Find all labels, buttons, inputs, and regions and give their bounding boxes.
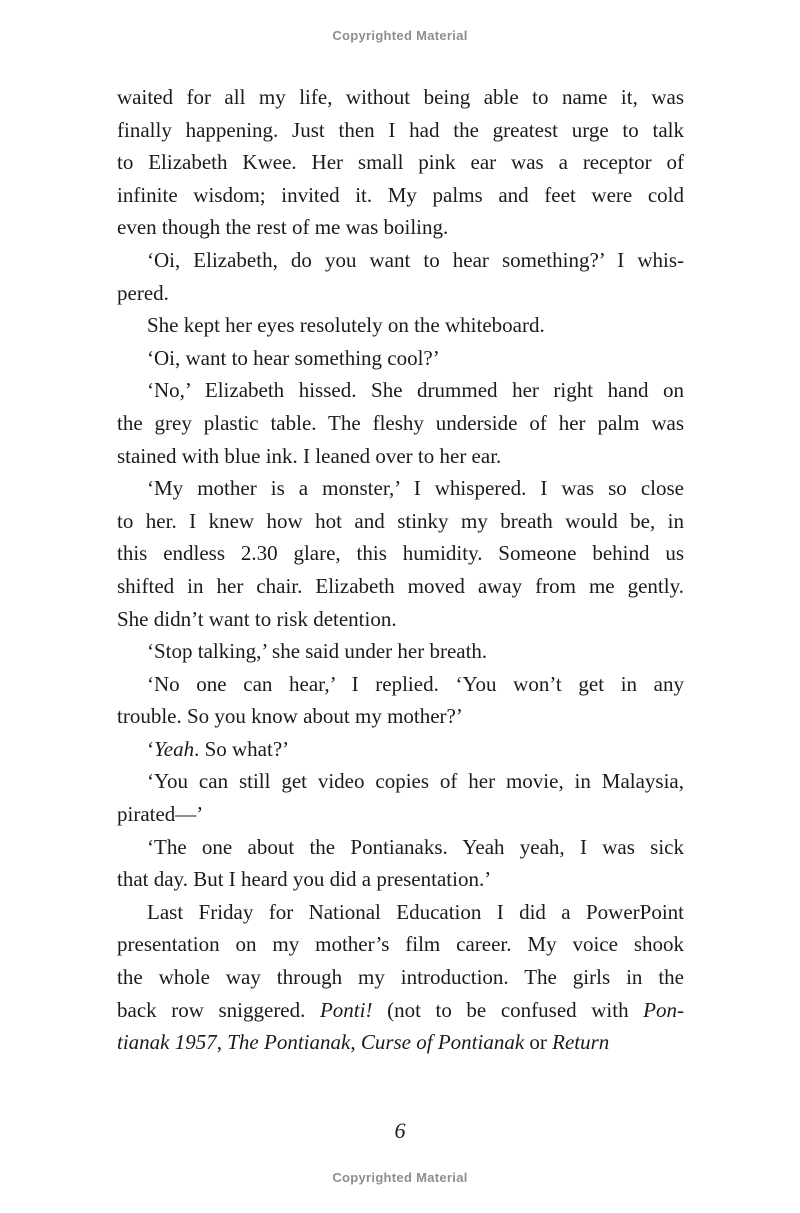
text-line <box>117 440 684 473</box>
text-line <box>117 668 684 701</box>
text-line <box>117 179 684 212</box>
italic-run: Curse of Pontianak <box>360 1030 525 1055</box>
text-run: ‘Oi, Elizabeth, do you want to hear something?’ I whis- <box>147 247 684 272</box>
text-run: pirated—’ <box>117 802 204 827</box>
text-line <box>117 505 684 538</box>
text-run: She didn’t want to risk detention. <box>117 606 397 631</box>
text-line <box>117 342 684 375</box>
text-run: , <box>350 1030 361 1055</box>
text-run: ‘My mother is a monster,’ I whispered. I was so close <box>147 476 684 501</box>
paragraph <box>117 635 684 668</box>
paragraph <box>117 244 684 309</box>
italic-run: The Pontianak <box>227 1030 351 1055</box>
text-run: ‘The one about the Pontianaks. Yeah yeah, I was sick <box>147 834 684 859</box>
text-run: the grey plastic table. The fleshy underside of her palm was <box>117 410 684 435</box>
italic-run: Return <box>552 1030 610 1055</box>
text-line <box>117 831 684 864</box>
text-run: ‘No one can hear,’ I replied. ‘You won’t get in any <box>147 671 684 696</box>
text-run: Last Friday for National Education I did a PowerPoint <box>147 899 684 924</box>
text-line <box>117 146 684 179</box>
paragraph <box>117 831 684 896</box>
italic-run: Pon- <box>643 997 684 1022</box>
text-run: stained with blue ink. I leaned over to her ear. <box>117 443 502 468</box>
text-run: ‘No,’ Elizabeth hissed. She drummed her right hand on <box>147 378 684 403</box>
text-line <box>117 81 684 114</box>
text-run: this endless 2.30 glare, this humidity. Someone behind us <box>117 541 684 566</box>
text-run: . So what?’ <box>194 736 290 761</box>
text-line <box>117 407 684 440</box>
paragraph <box>117 896 684 1059</box>
text-run: pered. <box>117 280 169 305</box>
text-line <box>117 537 684 570</box>
text-line <box>117 994 684 1027</box>
text-line <box>117 114 684 147</box>
text-line <box>117 374 684 407</box>
text-line <box>117 635 684 668</box>
paragraph <box>117 342 684 375</box>
text-line <box>117 211 684 244</box>
text-line <box>117 798 684 831</box>
paragraph <box>117 374 684 472</box>
page-number: 6 <box>394 1118 406 1143</box>
text-run: infinite wisdom; invited it. My palms and feet were cold <box>117 182 684 207</box>
footer-copyright-notice: Copyrighted Material <box>332 1170 468 1185</box>
text-run: , <box>216 1030 228 1055</box>
text-run: ‘Oi, want to hear something cool?’ <box>147 345 440 370</box>
text-run: even though the rest of me was boiling. <box>117 215 449 240</box>
text-run: or <box>524 1030 553 1055</box>
text-run: ‘Stop talking,’ she said under her breath. <box>147 639 488 664</box>
text-run: She kept her eyes resolutely on the whiteboard. <box>147 313 545 338</box>
text-run: shifted in her chair. Elizabeth moved away from me gently. <box>117 573 684 598</box>
italic-run: Ponti! <box>319 997 373 1022</box>
text-line <box>117 309 684 342</box>
text-line <box>117 1026 684 1059</box>
text-line <box>117 765 684 798</box>
paragraph <box>117 81 684 244</box>
italic-run: Yeah <box>154 736 195 761</box>
text-run: the whole way through my introduction. The girls in the <box>117 965 684 990</box>
text-run: presentation on my mother’s film career. My voice shook <box>117 932 684 957</box>
italic-run: tianak 1957 <box>117 1030 217 1055</box>
paragraph <box>117 668 684 733</box>
text-line <box>117 961 684 994</box>
paragraph <box>117 765 684 830</box>
text-line <box>117 928 684 961</box>
text-run: waited for all my life, without being able to name it, was <box>117 85 684 109</box>
text-run: ‘ <box>147 736 154 761</box>
text-run: ‘You can still get video copies of her movie, in Malaysia, <box>147 769 684 794</box>
header-copyright-notice: Copyrighted Material <box>332 28 468 43</box>
paragraph <box>117 733 684 766</box>
text-run: to her. I knew how hot and stinky my breath would be, in <box>117 508 684 533</box>
text-run: (not to be confused with <box>372 997 644 1022</box>
text-line <box>117 244 684 277</box>
text-line <box>117 733 684 766</box>
text-run: back row sniggered. <box>117 997 320 1022</box>
text-line <box>117 277 684 310</box>
page-text <box>117 81 684 1059</box>
text-line <box>117 570 684 603</box>
paragraph <box>117 472 684 635</box>
text-line <box>117 472 684 505</box>
text-run: finally happening. Just then I had the greatest urge to talk <box>117 117 684 142</box>
paragraph <box>117 309 684 342</box>
text-run: trouble. So you know about my mother?’ <box>117 704 463 729</box>
text-line <box>117 896 684 929</box>
text-run: that day. But I heard you did a presentation.’ <box>117 867 492 892</box>
text-line <box>117 863 684 896</box>
text-line <box>117 700 684 733</box>
text-line <box>117 603 684 636</box>
text-run: to Elizabeth Kwee. Her small pink ear was a receptor of <box>117 150 684 175</box>
